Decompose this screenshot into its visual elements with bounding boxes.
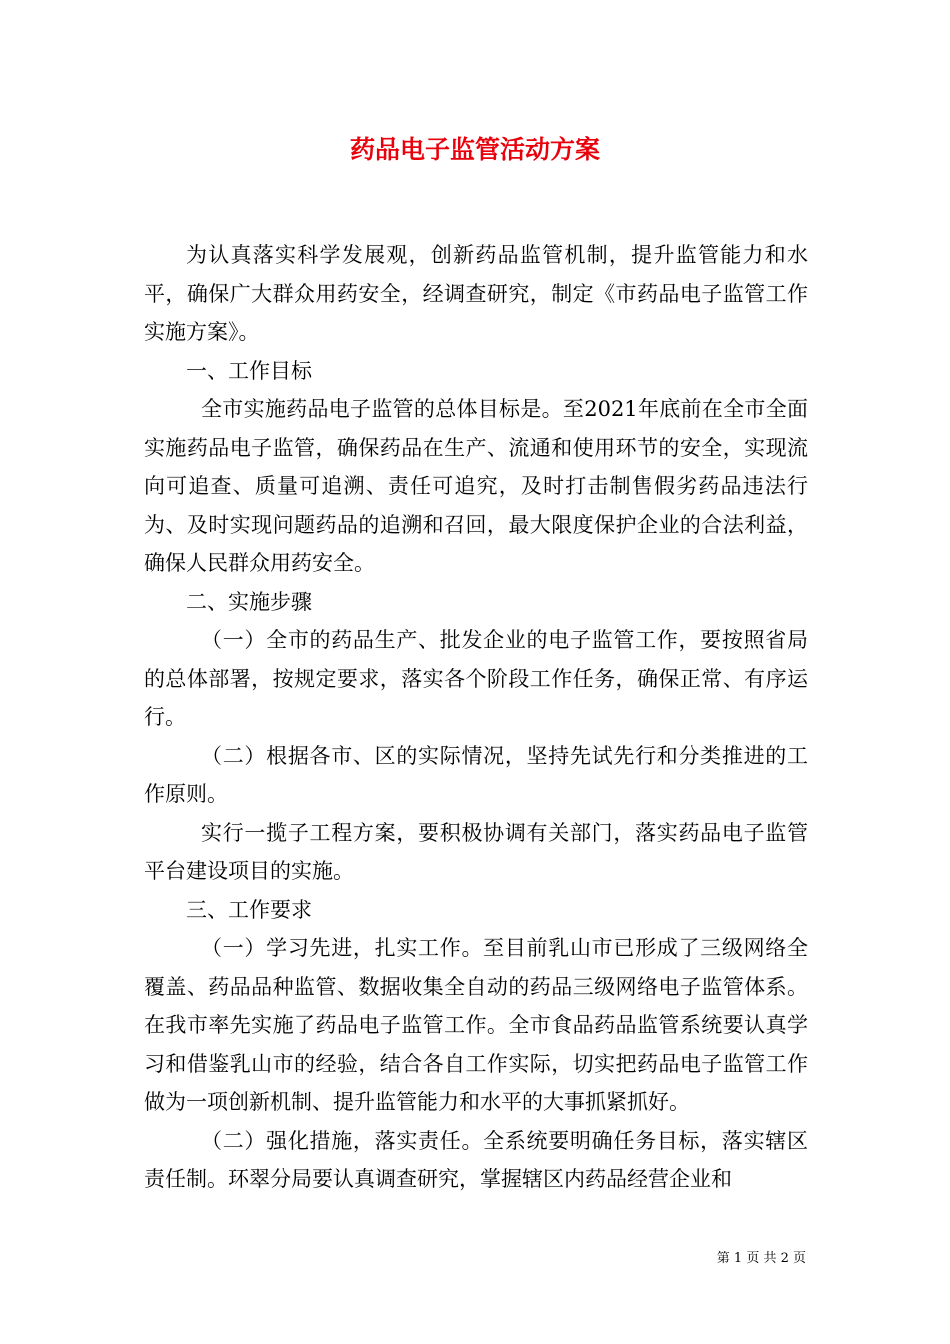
heading-section-2: 二、实施步骤 [186, 589, 312, 614]
paragraph-step-1: （一）全市的药品生产、批发企业的电子监管工作，要按照省局的总体部署，按规定要求，落实各个阶段工作任务，确保正常、有序运行。 [144, 628, 808, 729]
document-title: 药品电子监管活动方案 [349, 135, 600, 164]
paragraph-step-3: 实行一揽子工程方案，要积极协调有关部门，落实药品电子监管平台建设项目的实施。 [144, 820, 808, 883]
heading-section-1: 一、工作目标 [186, 358, 312, 383]
document-body [144, 236, 808, 1199]
paragraph-requirement-2: （二）强化措施，落实责任。全系统要明确任务目标，落实辖区责任制。环翠分局要认真调查研究，掌握辖区内药品经营企业和 [144, 1128, 808, 1191]
paragraph-intro: 为认真落实科学发展观，创新药品监管机制，提升监管能力和水平，确保广大群众用药安全，经调查研究，制定《市药品电子监管工作实施方案》。 [144, 243, 808, 344]
paragraph-requirement-1: （一）学习先进，扎实工作。至目前乳山市已形成了三级网络全覆盖、药品品种监管、数据收集全自动的药品三级网络电子监管体系。在我市率先实施了药品电子监管工作。全市食品药品监管系统要认真学习和借鉴乳山市的经验，结合各自工作实际，切实把药品电子监管工作做为一项创新机制、提升监管能力和水平的大事抓紧抓好。 [144, 936, 808, 1114]
page-number-footer: 第 1 页 共 2 页 [716, 1251, 806, 1266]
paragraph-goal: 全市实施药品电子监管的总体目标是。至2021年底前在全市全面实施药品电子监管，确保药品在生产、流通和使用环节的安全，实现流向可追查、质量可追溯、责任可追究，及时打击制售假劣药品违法行为、及时实现问题药品的追溯和召回，最大限度保护企业的合法利益，确保人民群众用药安全。 [144, 397, 808, 575]
paragraph-step-2: （二）根据各市、区的实际情况，坚持先试先行和分类推进的工作原则。 [144, 743, 808, 806]
heading-section-3: 三、工作要求 [186, 897, 312, 922]
